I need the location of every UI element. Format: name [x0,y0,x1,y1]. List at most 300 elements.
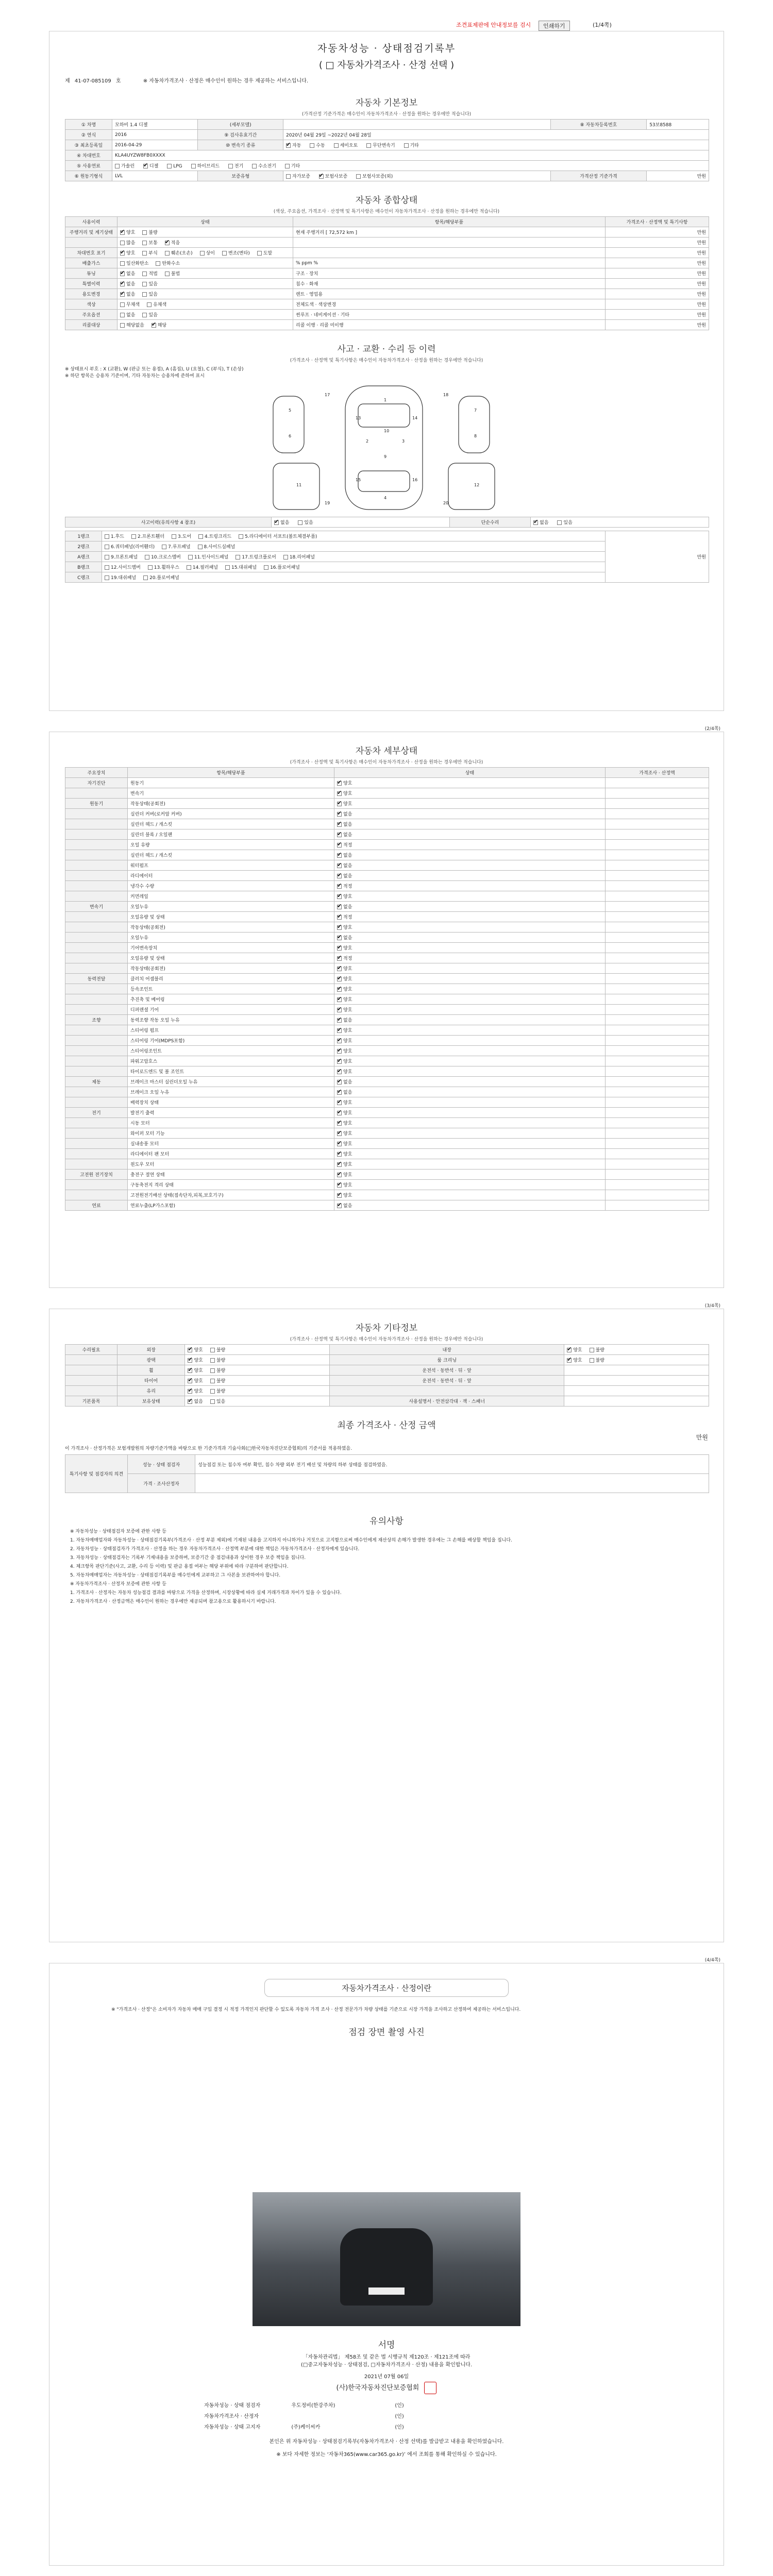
rank-label: B랭크 [65,562,102,572]
detail-item: 추진축 및 베어링 [128,994,334,1005]
detail-price [606,922,709,933]
detail-item: 라디에이터 [128,871,334,881]
special-table [65,1454,709,1493]
checkbox-icon [131,534,136,539]
detail-item: 스티어링 펌프 [128,1025,334,1036]
checkbox-checked-icon [337,997,342,1002]
checkbox-icon [120,323,125,328]
caution-title: 유의사항 [369,1516,404,1527]
summary-row-options: ✔ 없음 있음 [117,279,293,289]
checkbox-checked-icon [274,520,279,525]
rank-label: A랭크 [65,552,102,562]
checkbox-checked-icon [337,967,342,971]
checkbox-icon [298,520,303,525]
checkbox-icon [222,251,227,256]
checkbox-icon [120,261,125,266]
detail-item: 실린더 블록 / 오일팬 [128,829,334,840]
detail-group [65,1118,128,1128]
caution-item: 1. 자동차매매업자와 자동차성능 · 상태점검기록부(가격조사 · 산정 부분 제외)에 기재된 내용을 고지하지 아니하거나 거짓으로 고지함으로써 매수인에게 재산상의 손해가 발생한 경우에는 그 손해를 배상할 책임을 집니다. [70,1538,512,1543]
detail-price [606,829,709,840]
detail-status: ✔ 양호 [334,1108,606,1118]
detail-group [65,1087,128,1097]
diagram-part-number: 9 [384,454,387,459]
table-row [65,1077,709,1087]
checkbox-checked-icon [337,1028,342,1033]
other-options2 [564,1386,709,1396]
rank-items: 12.사이드멤버 13.휠하우스 14.필러패널 15.대쉬패널 16.플로어패널 [102,562,606,572]
detail-group [65,809,128,819]
rank-items: 1.후드 2.프론트휀더 3.도어 4.트렁크리드 5.라디에이터 서포트(볼트체결부품) [102,531,606,541]
checkbox-checked-icon [337,863,342,868]
summary-row-extra: 구조 · 장치 [293,268,606,279]
car-front-view [273,396,304,453]
summary-sub: (색상, 주요옵션, 가격조사 · 산정액 및 특기사항은 매수인이 자동차가격조사 · 산정을 원하는 경우에만 적습니다) [273,209,500,214]
table-row [65,788,709,799]
checkbox-icon [228,164,233,168]
checkbox-checked-icon [337,1059,342,1064]
history-options: ✔ 없음 있음 [272,517,450,528]
checkbox-checked-icon [188,1358,192,1363]
detail-group [65,840,128,850]
other-options: ✔ 양호 불량 [185,1386,330,1396]
checkbox-checked-icon [152,323,156,328]
checkbox-checked-icon [337,905,342,909]
checkbox-checked-icon [319,174,324,179]
page-number: (4/4쪽) [704,1958,720,1963]
checkbox-checked-icon [120,282,125,286]
other-item: 타이어 [117,1376,185,1386]
checkbox-icon [115,164,120,168]
detail-group [65,953,128,963]
detail-group [65,1046,128,1056]
table-row [65,1015,709,1025]
detail-status: ✔ 없음 [334,1200,606,1211]
detail-price [606,799,709,809]
diagram-part-number: 7 [474,408,477,413]
detail-price [606,912,709,922]
summary-row-price: 만원 [606,227,709,238]
checkbox-icon [210,1389,215,1394]
sign-table [204,2399,405,2432]
detail-group [65,963,128,974]
summary-row-options: 무채색 유채색 [117,299,293,310]
table-row [65,1200,709,1211]
checkbox-checked-icon [143,164,148,168]
checkbox-icon [142,292,147,297]
checkbox-icon [210,1348,215,1352]
summary-row-extra: 썬루프 · 네비게이션 · 기타 [293,310,606,320]
checkbox-icon [147,302,152,307]
detail-group [65,1180,128,1190]
summary-row-options: 없음 있음 [117,310,293,320]
checkbox-icon [285,164,290,168]
checkbox-checked-icon [337,1008,342,1012]
checkbox-icon [257,251,262,256]
detail-status: ✔ 없음 [334,933,606,943]
detail-status: ✔ 적정 [334,881,606,891]
price-unit: 만원 [647,171,709,181]
table-row [65,922,709,933]
repair-label: 단순수리 [449,517,530,528]
checkbox-icon [142,272,147,276]
sign-seal: (인) [395,2403,404,2409]
checkbox-icon [120,313,125,317]
car-top-view [345,386,423,510]
other-item2: 사용설명서 · 안전삼각대 · 잭 · 스패너 [330,1396,564,1406]
table-row [65,1365,709,1376]
summary-row-label: 배출가스 [65,258,117,268]
detail-item: 고전원전기배선 상태(접속단자,피복,보호기구) [128,1190,334,1200]
basic-v: 2016 [112,130,198,140]
checkbox-icon [191,164,196,168]
detail-price [606,1128,709,1139]
checkbox-checked-icon [337,1162,342,1167]
table-row [65,531,709,541]
detail-group [65,922,128,933]
summary-header: 항목/해당부품 [293,217,606,227]
table-row [65,1128,709,1139]
detail-status: ✔ 없음 [334,1015,606,1025]
final-note: 이 가격조사 · 산정가격은 보험개발원의 차량기준가액을 바탕으로 한 기준가격과 기술사회(□한국자동차진단보증협회)의 기준서를 적용하였음. [65,1446,352,1451]
checkbox-icon [557,520,562,525]
detail-group: 동력전달 [65,974,128,984]
checkbox-icon [105,555,109,560]
other-item2: 내장 [330,1345,564,1355]
pricing-info-text: ※ "가격조사 · 산정"은 소비자가 자동차 매매 구입 결정 시 적정 가격인지 판단할 수 있도록 자동차 가격 조사 · 산정 전문가가 차량 상태를 기준으로 시장 가격을 조사하고 산정하여 제공하는 서비스입니다. [111,2007,521,2012]
summary-row-extra: 렌트 · 영업용 [293,289,606,299]
final-unit: 만원 [696,1434,708,1441]
summary-row-options: ✔ 없음 있음 [117,289,293,299]
detail-item: 오일유량 및 상태 [128,953,334,963]
diagram-part-number: 13 [356,416,361,420]
caution-item: ※ 자동차성능 · 상태점검자 보증에 관한 사항 등 [70,1529,166,1534]
detail-group: 변속기 [65,902,128,912]
table-row [65,1025,709,1036]
sign-notice: 본인은 위 자동차성능 · 상태점검기록부(자동차가격조사 · 산정 선택)를 발급받고 내용을 확인하였습니다. [269,2439,504,2445]
table-row [65,933,709,943]
detail-item: 배력장치 상태 [128,1097,334,1108]
other-group: 기본품목 [65,1396,117,1406]
other-options2: ✔ 양호 불량 [564,1345,709,1355]
checkbox-checked-icon [337,802,342,806]
other-item2: 운전석 · 동반석 · 뒤 · 앞 [330,1376,564,1386]
detail-price [606,809,709,819]
detail-price [606,1139,709,1149]
detail-item: 동력조향 작동 오일 누유 [128,1015,334,1025]
detail-group: 전기 [65,1108,128,1118]
other-options2 [564,1365,709,1376]
title-sub: ( □ 자동차가격조사 · 산정 선택 ) [318,60,455,71]
detail-status: ✔ 양호 [334,1056,606,1066]
sign-seal: (인) [395,2425,404,2430]
summary-row-options: 일산화탄소 탄화수소 [117,258,293,268]
summary-row-price: 만원 [606,268,709,279]
other-sub: (가격조사 · 산정액 및 특기사항은 매수인이 자동차가격조사 · 산정을 원하는 경우에만 적습니다) [290,1337,483,1342]
special-row-v [195,1474,709,1493]
fuel-options: 가솔린 ✔ 디젤 LPG 하이브리드 전기 수소전기 기타 [112,161,709,171]
checkbox-checked-icon [337,1193,342,1198]
table-row [65,778,709,788]
basic-k3: ⑧ 자동차등록번호 [550,120,646,130]
sign-law2: (□중고자동차성능 · 상태점검, □자동차가격조사 · 산정) 내용을 확인합니다. [300,2362,473,2368]
other-group [65,1355,117,1365]
detail-price [606,1097,709,1108]
summary-row-extra [293,238,606,248]
caution-item: 4. 체크항목 판단기준(사고, 교환, 수리 등 이력) 및 판금 용접 여부는 해당 부위에 따라 구분하여 판단합니다. [70,1564,289,1569]
table-row [204,2421,405,2432]
other-options2 [564,1396,709,1406]
detail-header: 상태 [334,768,606,778]
detail-price [606,1159,709,1170]
table-row [65,1139,709,1149]
car-rear-view [459,396,490,453]
detail-item: 스티어링 기어(MDPS포함) [128,1036,334,1046]
page-2 [49,726,724,1288]
detail-price [606,1077,709,1087]
other-item2: 운전석 · 동반석 · 뒤 · 앞 [330,1365,564,1376]
detail-group: 조향 [65,1015,128,1025]
checkbox-icon [210,1368,215,1373]
summary-row-price: 만원 [606,320,709,330]
price-label: 가격산정 기준가격 [550,171,646,181]
table-row [65,1056,709,1066]
detail-item: 등속조인트 [128,984,334,994]
diagram-part-number: 3 [402,439,405,444]
diagram-part-number: 2 [366,439,369,444]
checkbox-icon [142,241,147,245]
table-row [65,871,709,881]
detail-status: ✔ 양호 [334,778,606,788]
table-row [204,2410,405,2421]
checkbox-checked-icon [337,833,342,837]
detail-group [65,933,128,943]
detail-group [65,819,128,829]
other-item: 보유상태 [117,1396,185,1406]
rank-table [65,531,709,583]
repair-options: ✔ 없음 있음 [531,517,709,528]
table-row [65,1087,709,1097]
diagram-part-number: 11 [296,483,302,487]
checkbox-icon [404,143,409,148]
detail-status: ✔ 양호 [334,922,606,933]
table-row [65,1005,709,1015]
summary-row-price: 만원 [606,289,709,299]
inspection-photo [253,2192,520,2326]
detail-price [606,871,709,881]
diagram-part-number: 8 [474,434,477,438]
detail-status: ✔ 없음 [334,819,606,829]
info-link[interactable]: 조견표제판에 안내정보를 검시 [456,22,531,28]
doc-number-suffix: 호 [115,78,121,84]
summary-table [65,216,709,330]
table-row [65,1118,709,1128]
sign-footer: ※ 보다 자세한 정보는 ‘자동차365(www.car365.go.kr)’ 에서 조회를 통해 확인하실 수 있습니다. [276,2452,497,2458]
other-options: ✔ 양호 불량 [185,1355,330,1365]
detail-group [65,850,128,860]
sign-name: 우도정비(한강주차) [291,2403,335,2409]
trans-options: ✔ 자동 수동 세미오토 무단변속기 기타 [283,140,709,150]
summary-header: 상태 [117,217,293,227]
sign-org [49,2382,724,2394]
caution-item: 5. 자동차매매업자는 자동차성능 · 상태점검기록부를 매수인에게 교부하고 그 사본을 보관하여야 합니다. [70,1573,281,1578]
detail-price [606,819,709,829]
detail-item: 냉각수 수량 [128,881,334,891]
detail-status: ✔ 양호 [334,943,606,953]
detail-item: 브레이크 마스터 실린더오일 누유 [128,1077,334,1087]
table-row [65,974,709,984]
detail-item: 디퍼렌셜 기어 [128,1005,334,1015]
table-row [65,850,709,860]
detail-title: 자동차 세부상태 [355,746,418,756]
detail-item: 구동축전지 격리 상태 [128,1180,334,1190]
detail-status: ✔ 없음 [334,871,606,881]
rank-label: 1랭크 [65,531,102,541]
checkbox-checked-icon [337,936,342,940]
basic-v: 모하비 1.4 디젤 [112,120,198,130]
checkbox-checked-icon [337,1152,342,1157]
detail-status: ✔ 적정 [334,953,606,963]
detail-item: 시동 모터 [128,1118,334,1128]
detail-price [606,1036,709,1046]
table-row [65,299,709,310]
checkbox-checked-icon [337,791,342,796]
summary-row-price: 만원 [606,279,709,289]
detail-group [65,912,128,922]
special-row-v: 성능점검 또는 침수차 여부 확인, 침수 차량 외부 전기 배선 및 차량의 하부 상태를 점검하였음. [195,1455,709,1474]
detail-status: ✔ 양호 [334,1118,606,1128]
checkbox-checked-icon [188,1368,192,1373]
detail-status: ✔ 양호 [334,1066,606,1077]
detail-price [606,881,709,891]
detail-group [65,891,128,902]
detail-item: 오일 유량 [128,840,334,850]
page-1 [49,31,724,711]
checkbox-icon [210,1379,215,1383]
detail-group [65,1159,128,1170]
summary-title: 자동차 종합상태 [355,195,418,206]
basic-k2: 보증유형 [198,171,283,181]
print-button[interactable]: 인쇄하기 [539,21,570,31]
other-item: 유리 [117,1386,185,1396]
basic-v: 2016-04-29 [112,140,198,150]
diagram-part-number: 12 [474,483,480,487]
detail-item: 실린더 헤드 / 개스킷 [128,819,334,829]
accident-sub: (가격조사 · 산정액 및 특기사항은 매수인이 자동차가격조사 · 산정을 원하는 경우에만 적습니다) [290,358,483,363]
detail-group: 원동기 [65,799,128,809]
other-options2 [564,1376,709,1386]
checkbox-icon [187,565,191,570]
other-title: 자동차 기타정보 [355,1323,418,1333]
diagram-part-number: 15 [356,478,361,482]
summary-row-label: 리콜대상 [65,320,117,330]
table-row [65,238,709,248]
summary-row-label: 주행거리 및 계기상태 [65,227,117,238]
detail-status: ✔ 양호 [334,1149,606,1159]
detail-price [606,1190,709,1200]
checkbox-icon [142,230,147,235]
detail-item: 변속기 [128,788,334,799]
table-row [65,819,709,829]
checkbox-icon [356,174,361,179]
other-options: ✔ 양호 불량 [185,1376,330,1386]
page-indicator: (1/4쪽) [593,22,612,28]
checkbox-icon [145,555,149,560]
car-underbody-right [448,463,495,510]
table-row [65,1170,709,1180]
detail-status: ✔ 없음 [334,850,606,860]
checkbox-checked-icon [337,874,342,878]
table-row [65,984,709,994]
basic-k2: (세부모델) [198,120,283,130]
detail-price [606,1046,709,1056]
other-group [65,1386,117,1396]
detail-status: ✔ 양호 [334,984,606,994]
sign-title: 서명 [378,2340,395,2350]
detail-group [65,1005,128,1015]
other-group [65,1376,117,1386]
detail-price [606,778,709,788]
detail-status: ✔ 없음 [334,902,606,912]
summary-row-extra: 전체도색 · 색상변경 [293,299,606,310]
checkbox-icon [165,272,170,276]
photo-title: 점검 장면 촬영 사진 [348,2027,425,2038]
sign-role: 자동차성능 · 상태 점검자 [204,2403,261,2409]
detail-sub: (가격조사 · 산정액 및 특기사항은 매수인이 자동차가격조사 · 산정을 원하는 경우에만 적습니다) [290,760,483,765]
rank-label: C랭크 [65,572,102,583]
detail-status: ✔ 양호 [334,1190,606,1200]
detail-status: ✔ 양호 [334,1097,606,1108]
detail-group [65,871,128,881]
table-row [65,1355,709,1365]
detail-group [65,1149,128,1159]
table-row [65,840,709,850]
other-item2: 룸 크리닝 [330,1355,564,1365]
summary-row-price: 만원 [606,310,709,320]
detail-group [65,1056,128,1066]
checkbox-checked-icon [337,977,342,981]
seal-stamp-icon [424,2382,436,2394]
basic-k: ① 차명 [65,120,112,130]
detail-group [65,1066,128,1077]
detail-item: 오일누유 [128,933,334,943]
detail-price [606,1108,709,1118]
checkbox-icon [167,164,172,168]
checkbox-checked-icon [337,853,342,858]
basic-k: ⑥ 원동기형식 [65,171,112,181]
checkbox-icon [590,1358,594,1363]
table-row [204,2399,405,2410]
checkbox-checked-icon [337,1090,342,1095]
other-options: ✔ 양호 불량 [185,1345,330,1355]
caution-item: ※ 자동차가격조사 · 산정자 보증에 관한 사항 등 [70,1582,166,1587]
summary-row-label: 튜닝 [65,268,117,279]
detail-status: ✔ 양호 [334,1139,606,1149]
diagram-part-number: 16 [412,478,418,482]
detail-status: ✔ 양호 [334,799,606,809]
table-row [65,1159,709,1170]
summary-row-extra [293,248,606,258]
detail-group [65,881,128,891]
checkbox-icon [286,174,291,179]
detail-price [606,974,709,984]
table-row [65,1097,709,1108]
checkbox-checked-icon [337,843,342,848]
checkbox-checked-icon [188,1399,192,1404]
detail-status: ✔ 양호 [334,1046,606,1056]
checkbox-checked-icon [337,884,342,889]
detail-table [65,767,709,1211]
checkbox-checked-icon [337,1121,342,1126]
